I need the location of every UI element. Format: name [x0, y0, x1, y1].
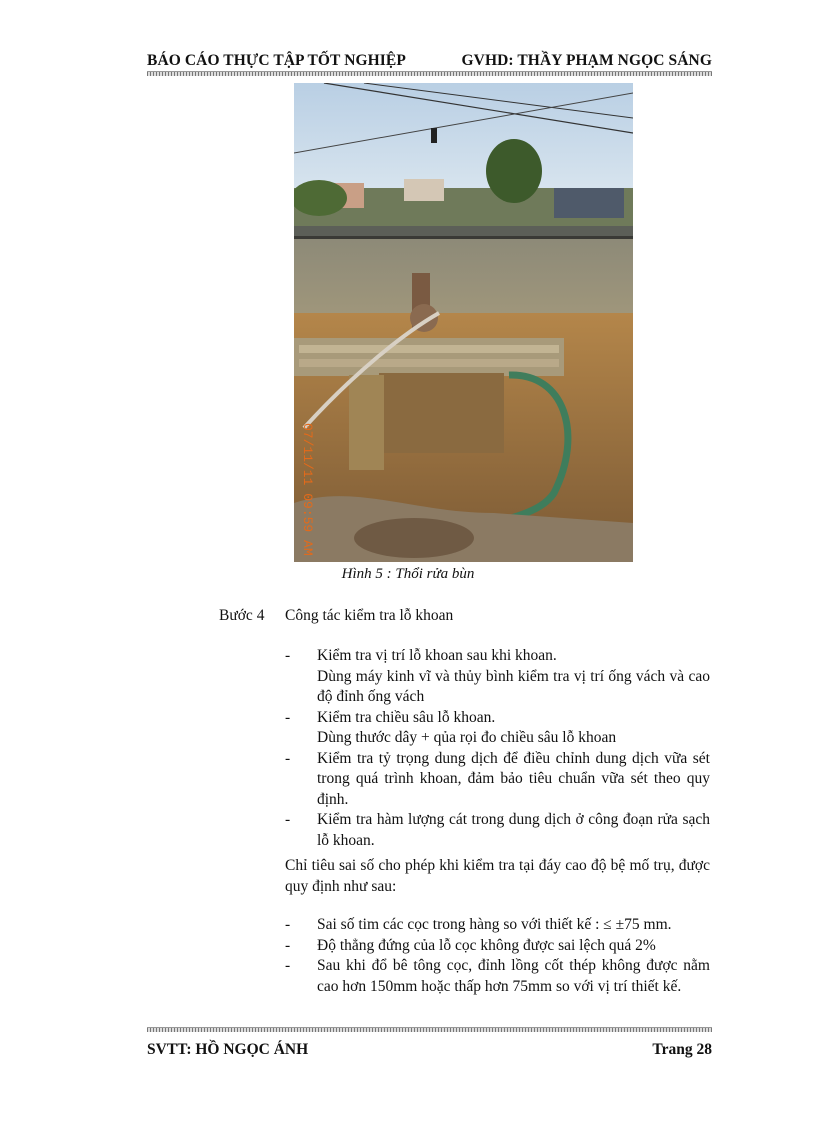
student-name: SVTT: HỒ NGỌC ÁNH	[147, 1041, 309, 1058]
item-detail: Dùng máy kinh vĩ và thủy bình kiểm tra vị trí ống vách và cao độ đỉnh ống vách	[317, 667, 710, 705]
list-item	[285, 646, 710, 708]
list-item	[285, 810, 710, 851]
tolerance-list	[285, 915, 710, 997]
bullet-dash: -	[285, 936, 291, 954]
item-text: Kiểm tra tỷ trọng dung dịch để điều chỉnh dung dịch vữa sét trong quá trình khoan, đảm bảo tiêu chuẩn vữa sét theo quy định.	[317, 749, 710, 808]
item-text: Kiểm tra hàm lượng cát trong dung dịch ở công đoạn rửa sạch lỗ khoan.	[317, 811, 710, 849]
drilling-site-image	[294, 83, 633, 562]
list-item	[285, 708, 710, 749]
photo-timestamp: 07/11/11 09:59 AM	[300, 423, 315, 556]
list-item	[285, 956, 710, 997]
item-text: Kiểm tra vị trí lỗ khoan sau khi khoan.	[317, 647, 557, 664]
step-title: Công tác kiểm tra lỗ khoan	[285, 607, 454, 624]
bullet-dash: -	[285, 647, 291, 664]
page-number: Trang 28	[652, 1041, 712, 1058]
footer-rule	[147, 1027, 712, 1032]
bullet-dash: -	[285, 708, 291, 726]
item-detail: Dùng thước dây + qủa rọi đo chiều sâu lỗ khoan	[317, 729, 617, 746]
check-list	[285, 646, 710, 851]
page-header	[147, 52, 712, 70]
list-item	[285, 936, 710, 957]
item-text: Độ thẳng đứng của lỗ cọc không được sai lệch quá 2%	[317, 936, 656, 954]
report-title: BÁO CÁO THỰC TẬP TỐT NGHIỆP	[147, 52, 406, 69]
bullet-dash: -	[285, 916, 291, 933]
advisor-name: GVHD: THẦY PHẠM NGỌC SÁNG	[461, 52, 712, 69]
bullet-dash: -	[285, 957, 291, 974]
item-text: Kiểm tra chiều sâu lỗ khoan.	[317, 708, 496, 726]
header-rule	[147, 71, 712, 76]
figure-photo	[294, 83, 633, 562]
figure-caption: Hình 5 : Thổi rửa bùn	[341, 566, 475, 582]
list-item	[285, 749, 710, 811]
step-number: Bước 4	[219, 607, 265, 624]
item-text: Sau khi đổ bê tông cọc, đỉnh lồng cốt thép không được nằm cao hơn 150mm hoặc thấp hơn 75mm so với vị trí thiết kế.	[317, 957, 710, 995]
tolerance-intro: Chỉ tiêu sai số cho phép khi kiểm tra tại đáy cao độ bệ mố trụ, được quy định như sau:	[285, 857, 710, 895]
bullet-dash: -	[285, 749, 291, 767]
item-text: Sai số tim các cọc trong hàng so với thiết kế : ≤ ±75 mm.	[317, 916, 672, 933]
list-item	[285, 915, 710, 936]
bullet-dash: -	[285, 811, 291, 828]
